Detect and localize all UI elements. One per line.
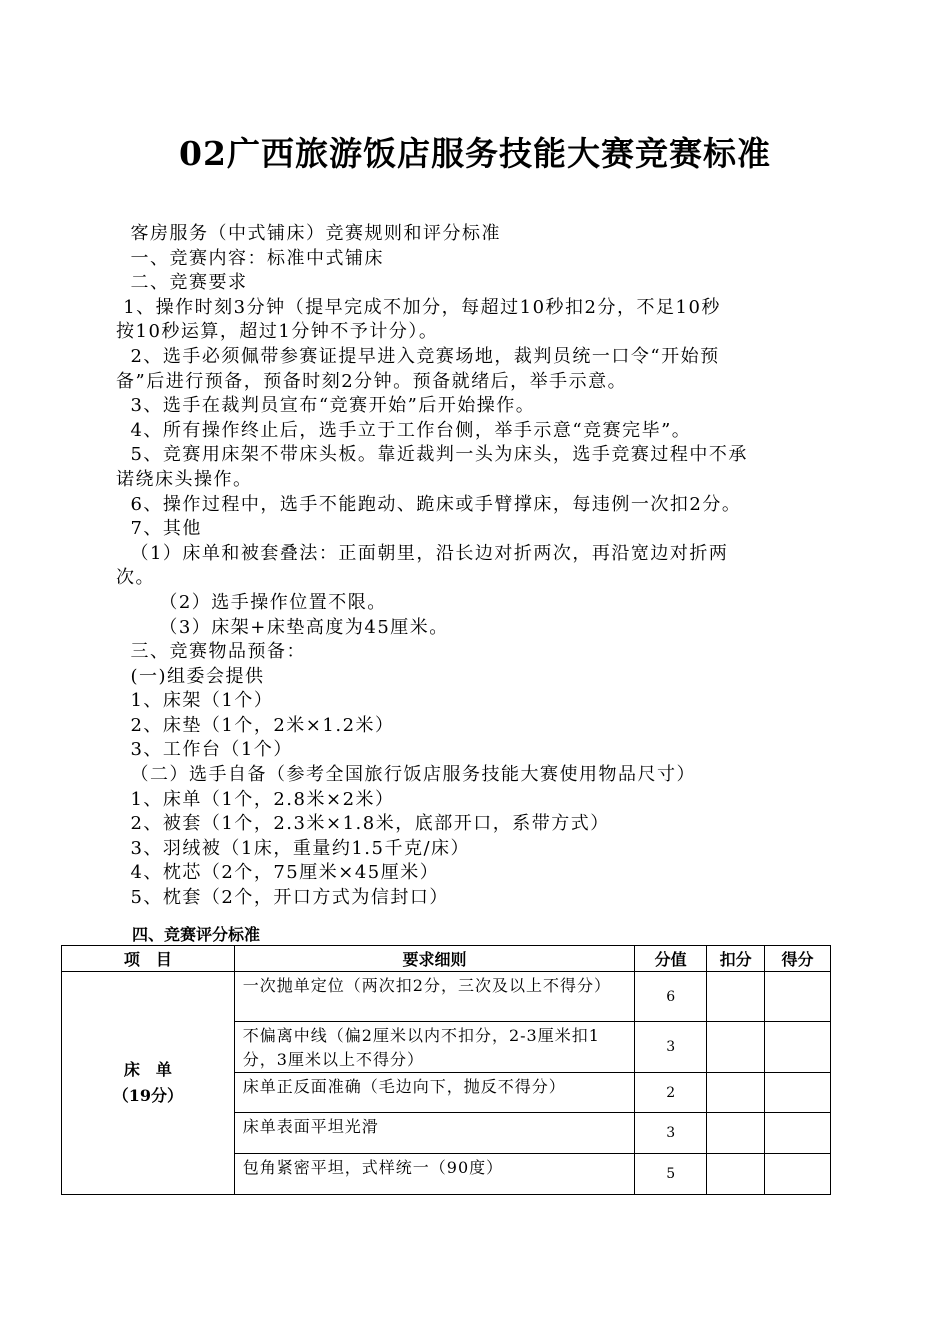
text-line: 三、竞赛物品预备： [116, 641, 306, 663]
text-line: 2、被套（1个，2.3米×1.8米，底部开口，系带方式） [116, 813, 610, 835]
header-earned: 得分 [765, 946, 831, 972]
deduction-cell[interactable] [707, 1022, 765, 1073]
text-line: 3、工作台（1个） [116, 739, 293, 761]
text-line: (一)组委会提供 [116, 665, 265, 687]
text-line: 2、床垫（1个，2米×1.2米） [116, 714, 395, 736]
rules-text [116, 222, 836, 911]
text-line: 1、床架（1个） [116, 690, 274, 712]
header-score: 分值 [635, 946, 707, 972]
deduction-cell[interactable] [707, 1154, 765, 1195]
deduction-cell[interactable] [707, 1113, 765, 1154]
text-line: 一、竞赛内容：标准中式铺床 [116, 247, 384, 269]
score-cell: 3 [635, 1022, 707, 1073]
detail-cell: 不偏离中线（偏2厘米以内不扣分，2-3厘米扣1分，3厘米以上不得分） [234, 1022, 634, 1073]
text-line: 5、竞赛用床架不带床头板。靠近裁判一头为床头，选手竞赛过程中不承 [116, 444, 748, 466]
earned-cell[interactable] [765, 1113, 831, 1154]
header-item: 项 目 [62, 946, 235, 972]
score-cell: 2 [635, 1073, 707, 1113]
text-line: 4、所有操作终止后，选手立于工作台侧，举手示意“竞赛完毕”。 [116, 419, 692, 441]
score-cell: 5 [635, 1154, 707, 1195]
item-group-cell [62, 972, 235, 1195]
text-line: 2、选手必须佩带参赛证提早进入竞赛场地，裁判员统一口令“开始预 [116, 345, 720, 367]
text-line: 6、操作过程中，选手不能跑动、跪床或手臂撑床，每违例一次扣2分。 [116, 493, 742, 515]
text-line: 客房服务（中式铺床）竞赛规则和评分标准 [116, 223, 501, 244]
header-deduction: 扣分 [707, 946, 765, 972]
detail-cell: 床单正反面准确（毛边向下，抛反不得分） [234, 1073, 634, 1113]
text-line: （1）床单和被套叠法：正面朝里，沿长边对折两次，再沿宽边对折两 [116, 542, 729, 564]
page-title: 02广西旅游饭店服务技能大赛竞赛标准 [179, 134, 771, 173]
deduction-cell[interactable] [707, 972, 765, 1022]
earned-cell[interactable] [765, 972, 831, 1022]
text-line: 1、床单（1个，2.8米×2米） [116, 788, 395, 810]
header-detail: 要求细则 [234, 946, 634, 972]
text-line: 按10秒运算，超过1分钟不予计分）。 [116, 321, 439, 343]
text-line: 3、羽绒被（1床，重量约1.5千克/床） [116, 837, 471, 859]
deduction-cell[interactable] [707, 1073, 765, 1113]
text-line: （2）选手操作位置不限。 [116, 591, 387, 613]
text-line: 4、枕芯（2个，75厘米×45厘米） [116, 862, 440, 884]
score-cell: 3 [635, 1113, 707, 1154]
detail-cell: 包角紧密平坦，式样统一（90度） [234, 1154, 634, 1195]
section-heading: 四、竞赛评分标准 [132, 925, 261, 944]
text-line: 次。 [116, 567, 155, 589]
scoring-table [61, 945, 831, 1195]
item-name: 床 单 [123, 1060, 172, 1079]
table-header-row [62, 946, 831, 972]
item-points: （19分） [112, 1086, 184, 1105]
earned-cell[interactable] [765, 1154, 831, 1195]
detail-cell: 床单表面平坦光滑 [234, 1113, 634, 1154]
text-line: 二、竞赛要求 [116, 272, 248, 294]
text-line: 诺绕床头操作。 [116, 468, 253, 490]
detail-cell: 一次抛单定位（两次扣2分，三次及以上不得分） [234, 972, 634, 1022]
earned-cell[interactable] [765, 1073, 831, 1113]
text-line: 7、其他 [116, 518, 202, 540]
score-cell: 6 [635, 972, 707, 1022]
text-line: 3、选手在裁判员宣布“竞赛开始”后开始操作。 [116, 395, 536, 417]
earned-cell[interactable] [765, 1022, 831, 1073]
text-line: 1、操作时刻3分钟（提早完成不加分，每超过10秒扣2分，不足10秒 [116, 296, 721, 318]
text-line: 备”后进行预备，预备时刻2分钟。预备就绪后，举手示意。 [116, 370, 628, 392]
text-line: 5、枕套（2个，开口方式为信封口） [116, 887, 449, 909]
text-line: （二）选手自备（参考全国旅行饭店服务技能大赛使用物品尺寸） [116, 764, 696, 786]
table-row [62, 972, 831, 1022]
text-line: （3）床架+床垫高度为45厘米。 [116, 616, 449, 638]
